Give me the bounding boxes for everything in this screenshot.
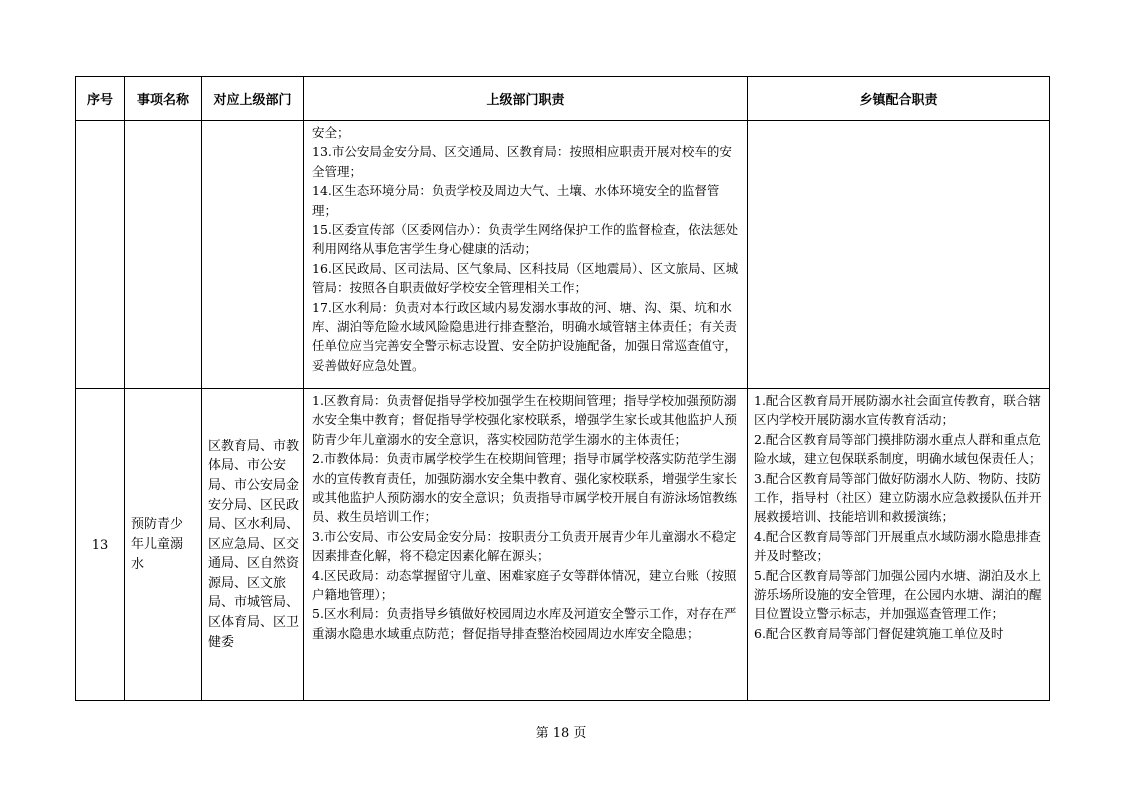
- header-upper-duties: 上级部门职责: [304, 77, 748, 121]
- cont-index-cell: [76, 121, 125, 389]
- row13-town-cell: [748, 389, 1050, 701]
- header-town-duties: 乡镇配合职责: [748, 77, 1050, 121]
- table-header-row: [76, 77, 1050, 121]
- duty-line: 13.市公安局金安分局、区交通局、区教育局：按照相应职责开展对校车的安全管理；: [312, 144, 732, 179]
- duty-line: 16.区民政局、区司法局、区气象局、区科技局（区地震局）、区文旅局、区城管局：按照各自职责做好学校安全管理相关工作；: [312, 260, 739, 296]
- town-duty-line: 1.配合区教育局开展防溺水社会面宣传教育，联合辖区内学校开展防溺水宣传教育活动；: [754, 393, 1041, 428]
- cont-name-cell: [125, 121, 202, 389]
- page-number: 第 18 页: [535, 726, 587, 741]
- duty-line: 17.区水利局：负责对本行政区域内易发溺水事故的河、塘、沟、渠、坑和水库、湖泊等危险水域风险隐患进行排查整治，明确水域管辖主体责任；有关责任单位应当完善安全警示标志设置、安全防护设施配备，加强日常巡查值守，妥善做好应急处置。: [312, 299, 738, 373]
- header-item-name: 事项名称: [125, 77, 202, 121]
- dept-list: 区教育局、市教体局、市公安局、市公安局金安分局、区民政局、区水利局、区应急局、区交通局、区自然资源局、区文旅局、市城管局、区体育局、区卫健委: [208, 438, 300, 650]
- duty-line: 5.区水利局：负责指导乡镇做好校园周边水库及河道安全警示工作，对存在严重溺水隐患水域重点防范；督促指导排查整治校园周边水库安全隐患；: [312, 606, 737, 641]
- cont-dept-cell: [202, 121, 304, 389]
- item-name: 预防青少年儿童溺水: [131, 516, 184, 572]
- duty-line: 15.区委宣传部（区委网信办）：负责学生网络保护工作的监督检查，依法惩处利用网络从事危害学生身心健康的活动；: [312, 222, 739, 257]
- town-duty-line: 4.配合区教育局等部门开展重点水域防溺水隐患排查并及时整改；: [754, 528, 1041, 564]
- row13-upper-cell: [304, 389, 748, 701]
- duty-line: 4.区民政局：动态掌握留守儿童、困难家庭子女等群体情况，建立台账（按照户籍地管理）；: [312, 567, 737, 603]
- duties-table: [75, 76, 1050, 701]
- table-row-13: [76, 389, 1050, 701]
- cont-upper-cell: [304, 121, 748, 389]
- town-duty-line: 5.配合区教育局等部门加强公园内水塘、湖泊及水上游乐场所设施的安全管理，在公园内水塘、湖泊的醒目位置设立警示标志，并加强巡查管理工作；: [754, 567, 1042, 622]
- row13-dept-cell: [202, 389, 304, 701]
- town-duty-line: 2.配合区教育局等部门摸排防溺水重点人群和重点危险水域，建立包保联系制度，明确水域包保责任人；: [754, 431, 1042, 467]
- table-row-continued: [76, 121, 1050, 389]
- header-index: 序号: [76, 77, 125, 121]
- row13-index-cell: [76, 389, 125, 701]
- duty-line: 14.区生态环境分局：负责学校及周边大气、土壤、水体环境安全的监督管理；: [312, 183, 720, 218]
- duty-line: 3.市公安局、市公安局金安分局：按职责分工负责开展青少年儿童溺水不稳定因素排查化解，将不稳定因素化解在源头；: [312, 528, 737, 564]
- duty-line: 安全；: [312, 125, 350, 140]
- town-duty-line: 3.配合区教育局等部门做好防溺水人防、物防、技防工作，指导村（社区）建立防溺水应急救援队伍并开展救援培训、技能培训和救援演练；: [754, 470, 1042, 525]
- row13-name-cell: [125, 389, 202, 701]
- row-index: 13: [91, 537, 109, 553]
- town-duty-line: 6.配合区教育局等部门督促建筑施工单位及时: [754, 625, 1004, 641]
- header-dept: 对应上级部门: [202, 77, 304, 121]
- duty-line: 1.区教育局：负责督促指导学校加强学生在校期间管理；指导学校加强预防溺水安全集中教育；督促指导学校强化家校联系，增强学生家长或其他监护人预防青少年儿童溺水的安全意识，落实校园防范学生溺水的主体责任；: [312, 393, 738, 447]
- duty-line: 2.市教体局：负责市属学校学生在校期间管理；指导市属学校落实防范学生溺水的宣传教育责任，加强防溺水安全集中教育、强化家校联系，增强学生家长或其他监护人预防溺水的安全意识；负责指导市属学校开展自有游泳场馆教练员、救生员培训工作；: [312, 451, 738, 525]
- cont-town-cell: [748, 121, 1050, 389]
